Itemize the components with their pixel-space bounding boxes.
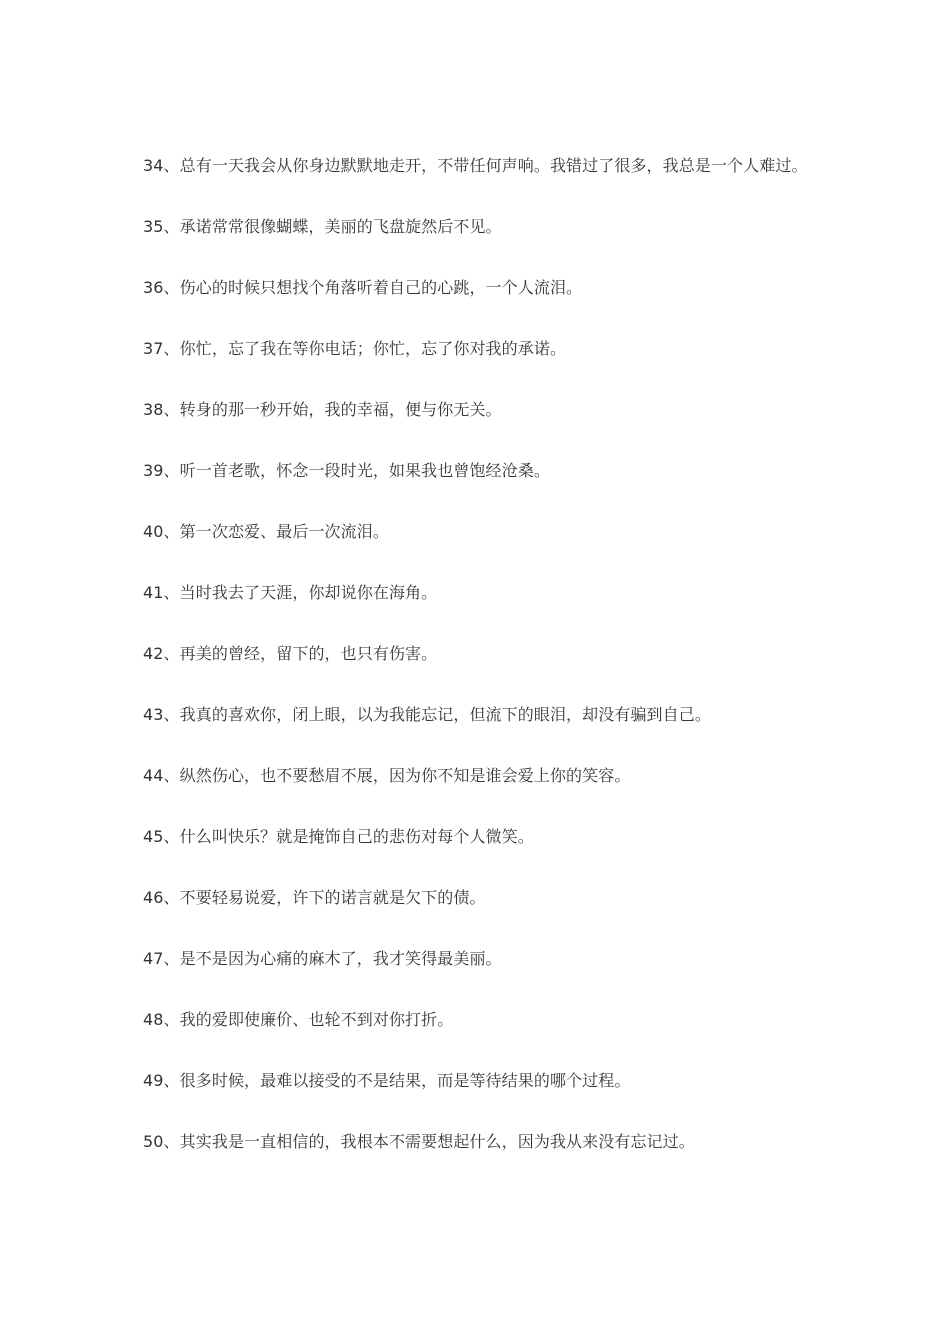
quote-46: 46、不要轻易说爱，许下的诺言就是欠下的债。 [143,888,486,907]
quote-37: 37、你忙，忘了我在等你电话；你忙，忘了你对我的承诺。 [143,339,567,358]
quote-48: 48、我的爱即使廉价、也轮不到对你打折。 [143,1010,454,1029]
quote-43: 43、我真的喜欢你，闭上眼，以为我能忘记，但流下的眼泪，却没有骗到自己。 [143,705,711,724]
quote-47: 47、是不是因为心痛的麻木了，我才笑得最美丽。 [143,949,502,968]
quote-41: 41、当时我去了天涯，你却说你在海角。 [143,583,438,602]
quote-50: 50、其实我是一直相信的，我根本不需要想起什么，因为我从来没有忘记过。 [143,1132,695,1151]
quote-40: 40、第一次恋爱、最后一次流泪。 [143,522,389,541]
quote-34: 34、总有一天我会从你身边默默地走开，不带任何声响。我错过了很多，我总是一个人难过。 [143,156,808,175]
quote-42: 42、再美的曾经，留下的，也只有伤害。 [143,644,438,663]
quote-45: 45、什么叫快乐？就是掩饰自己的悲伤对每个人微笑。 [143,827,534,846]
quote-39: 39、听一首老歌，怀念一段时光，如果我也曾饱经沧桑。 [143,461,550,480]
quote-38: 38、转身的那一秒开始，我的幸福，便与你无关。 [143,400,502,419]
quote-35: 35、承诺常常很像蝴蝶，美丽的飞盘旋然后不见。 [143,217,502,236]
document-body [143,151,811,1157]
quote-36: 36、伤心的时候只想找个角落听着自己的心跳，一个人流泪。 [143,278,583,297]
quote-49: 49、很多时候，最难以接受的不是结果，而是等待结果的哪个过程。 [143,1071,631,1090]
quote-44: 44、纵然伤心，也不要愁眉不展，因为你不知是谁会爱上你的笑容。 [143,766,631,785]
